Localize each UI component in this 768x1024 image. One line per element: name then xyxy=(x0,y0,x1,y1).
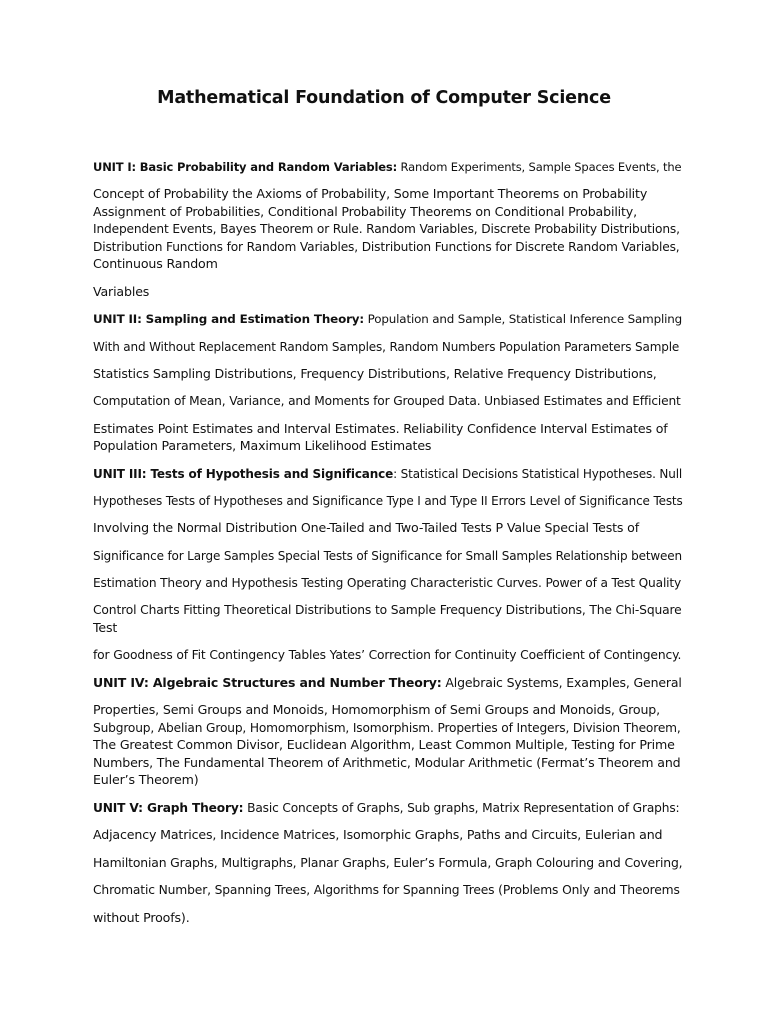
page-title: Mathematical Foundation of Computer Science xyxy=(157,88,611,108)
unit-2-line-5: Estimates Point Estimates and Interval Estimates. Reliability Confidence Interval Estimates of xyxy=(93,421,668,436)
unit-2-line-6: Population Parameters, Maximum Likelihood Estimates xyxy=(93,438,432,453)
unit-4-line-6: Euler’s Theorem) xyxy=(93,772,199,787)
unit-3-line-5: Estimation Theory and Hypothesis Testing Operating Characteristic Curves. Power of a Test Quality xyxy=(93,576,682,590)
unit-5-line-2: Adjacency Matrices, Incidence Matrices, Isomorphic Graphs, Paths and Circuits, Eulerian and xyxy=(93,827,663,842)
unit-3-line-8: for Goodness of Fit Contingency Tables Yates’ Correction for Continuity Coefficient of Contingency. xyxy=(93,648,682,662)
unit-5-line-5: without Proofs). xyxy=(93,910,190,925)
unit-5-heading: UNIT V: Graph Theory: xyxy=(93,801,244,815)
unit-5-line-4: Chromatic Number, Spanning Trees, Algorithms for Spanning Trees (Problems Only and Theorems xyxy=(93,883,680,897)
unit-3-line-3: Involving the Normal Distribution One-Tailed and Two-Tailed Tests P Value Special Tests of xyxy=(93,520,640,535)
unit-1-line-3: Assignment of Probabilities, Conditional Probability Theorems on Conditional Probability, xyxy=(93,204,637,219)
unit-2-line-4: Computation of Mean, Variance, and Moments for Grouped Data. Unbiased Estimates and Efficient xyxy=(93,394,681,408)
unit-1-line-6: Continuous Random xyxy=(93,256,218,271)
unit-3-line-2: Hypotheses Tests of Hypotheses and Significance Type I and Type II Errors Level of Significance Tests xyxy=(93,494,683,508)
unit-2-line-1: UNIT II: Sampling and Estimation Theory: Population and Sample, Statistical Inference Sampling xyxy=(93,312,683,326)
unit-4-line-5: Numbers, The Fundamental Theorem of Arithmetic, Modular Arithmetic (Fermat’s Theorem and xyxy=(93,755,681,770)
unit-3-line-6: Control Charts Fitting Theoretical Distributions to Sample Frequency Distributions, The Chi-Square xyxy=(93,603,682,617)
unit-1-line-1: UNIT I: Basic Probability and Random Variables: Random Experiments, Sample Spaces Events, the xyxy=(93,160,682,174)
unit-4-line-3: Subgroup, Abelian Group, Homomorphism, Isomorphism. Properties of Integers, Division Theorem, xyxy=(93,721,681,735)
unit-4-heading: UNIT IV: Algebraic Structures and Number Theory: xyxy=(93,675,442,690)
unit-2-line-3: Statistics Sampling Distributions, Frequency Distributions, Relative Frequency Distributions, xyxy=(93,366,657,381)
unit-3-line-7: Test xyxy=(93,620,118,635)
unit-3-line-1: UNIT III: Tests of Hypothesis and Significance: Statistical Decisions Statistical Hypotheses. Null xyxy=(93,467,683,481)
unit-5-line-3: Hamiltonian Graphs, Multigraphs, Planar Graphs, Euler’s Formula, Graph Colouring and Covering, xyxy=(93,855,683,870)
unit-4-line-1: UNIT IV: Algebraic Structures and Number Theory: Algebraic Systems, Examples, General xyxy=(93,675,682,690)
unit-2-line-2: With and Without Replacement Random Samples, Random Numbers Population Parameters Sample xyxy=(93,340,680,354)
unit-3-heading: UNIT III: Tests of Hypothesis and Significance xyxy=(93,467,394,481)
unit-1-line-5: Distribution Functions for Random Variables, Distribution Functions for Discrete Random Variables, xyxy=(93,240,680,254)
unit-1-line-7: Variables xyxy=(93,284,150,299)
unit-4-line-4: The Greatest Common Divisor, Euclidean Algorithm, Least Common Multiple, Testing for Prime xyxy=(93,737,675,752)
unit-1-heading: UNIT I: Basic Probability and Random Variables: xyxy=(93,160,398,174)
unit-3-line-4: Significance for Large Samples Special Tests of Significance for Small Samples Relationship between xyxy=(93,549,682,563)
unit-5-line-1: UNIT V: Graph Theory: Basic Concepts of Graphs, Sub graphs, Matrix Representation of Graphs: xyxy=(93,801,680,815)
unit-2-heading: UNIT II: Sampling and Estimation Theory: xyxy=(93,312,365,326)
unit-4-line-2: Properties, Semi Groups and Monoids, Homomorphism of Semi Groups and Monoids, Group, xyxy=(93,702,661,717)
unit-1-line-4: Independent Events, Bayes Theorem or Rule. Random Variables, Discrete Probability Distributions, xyxy=(93,222,680,236)
unit-1-line-2: Concept of Probability the Axioms of Probability, Some Important Theorems on Probability xyxy=(93,186,648,201)
